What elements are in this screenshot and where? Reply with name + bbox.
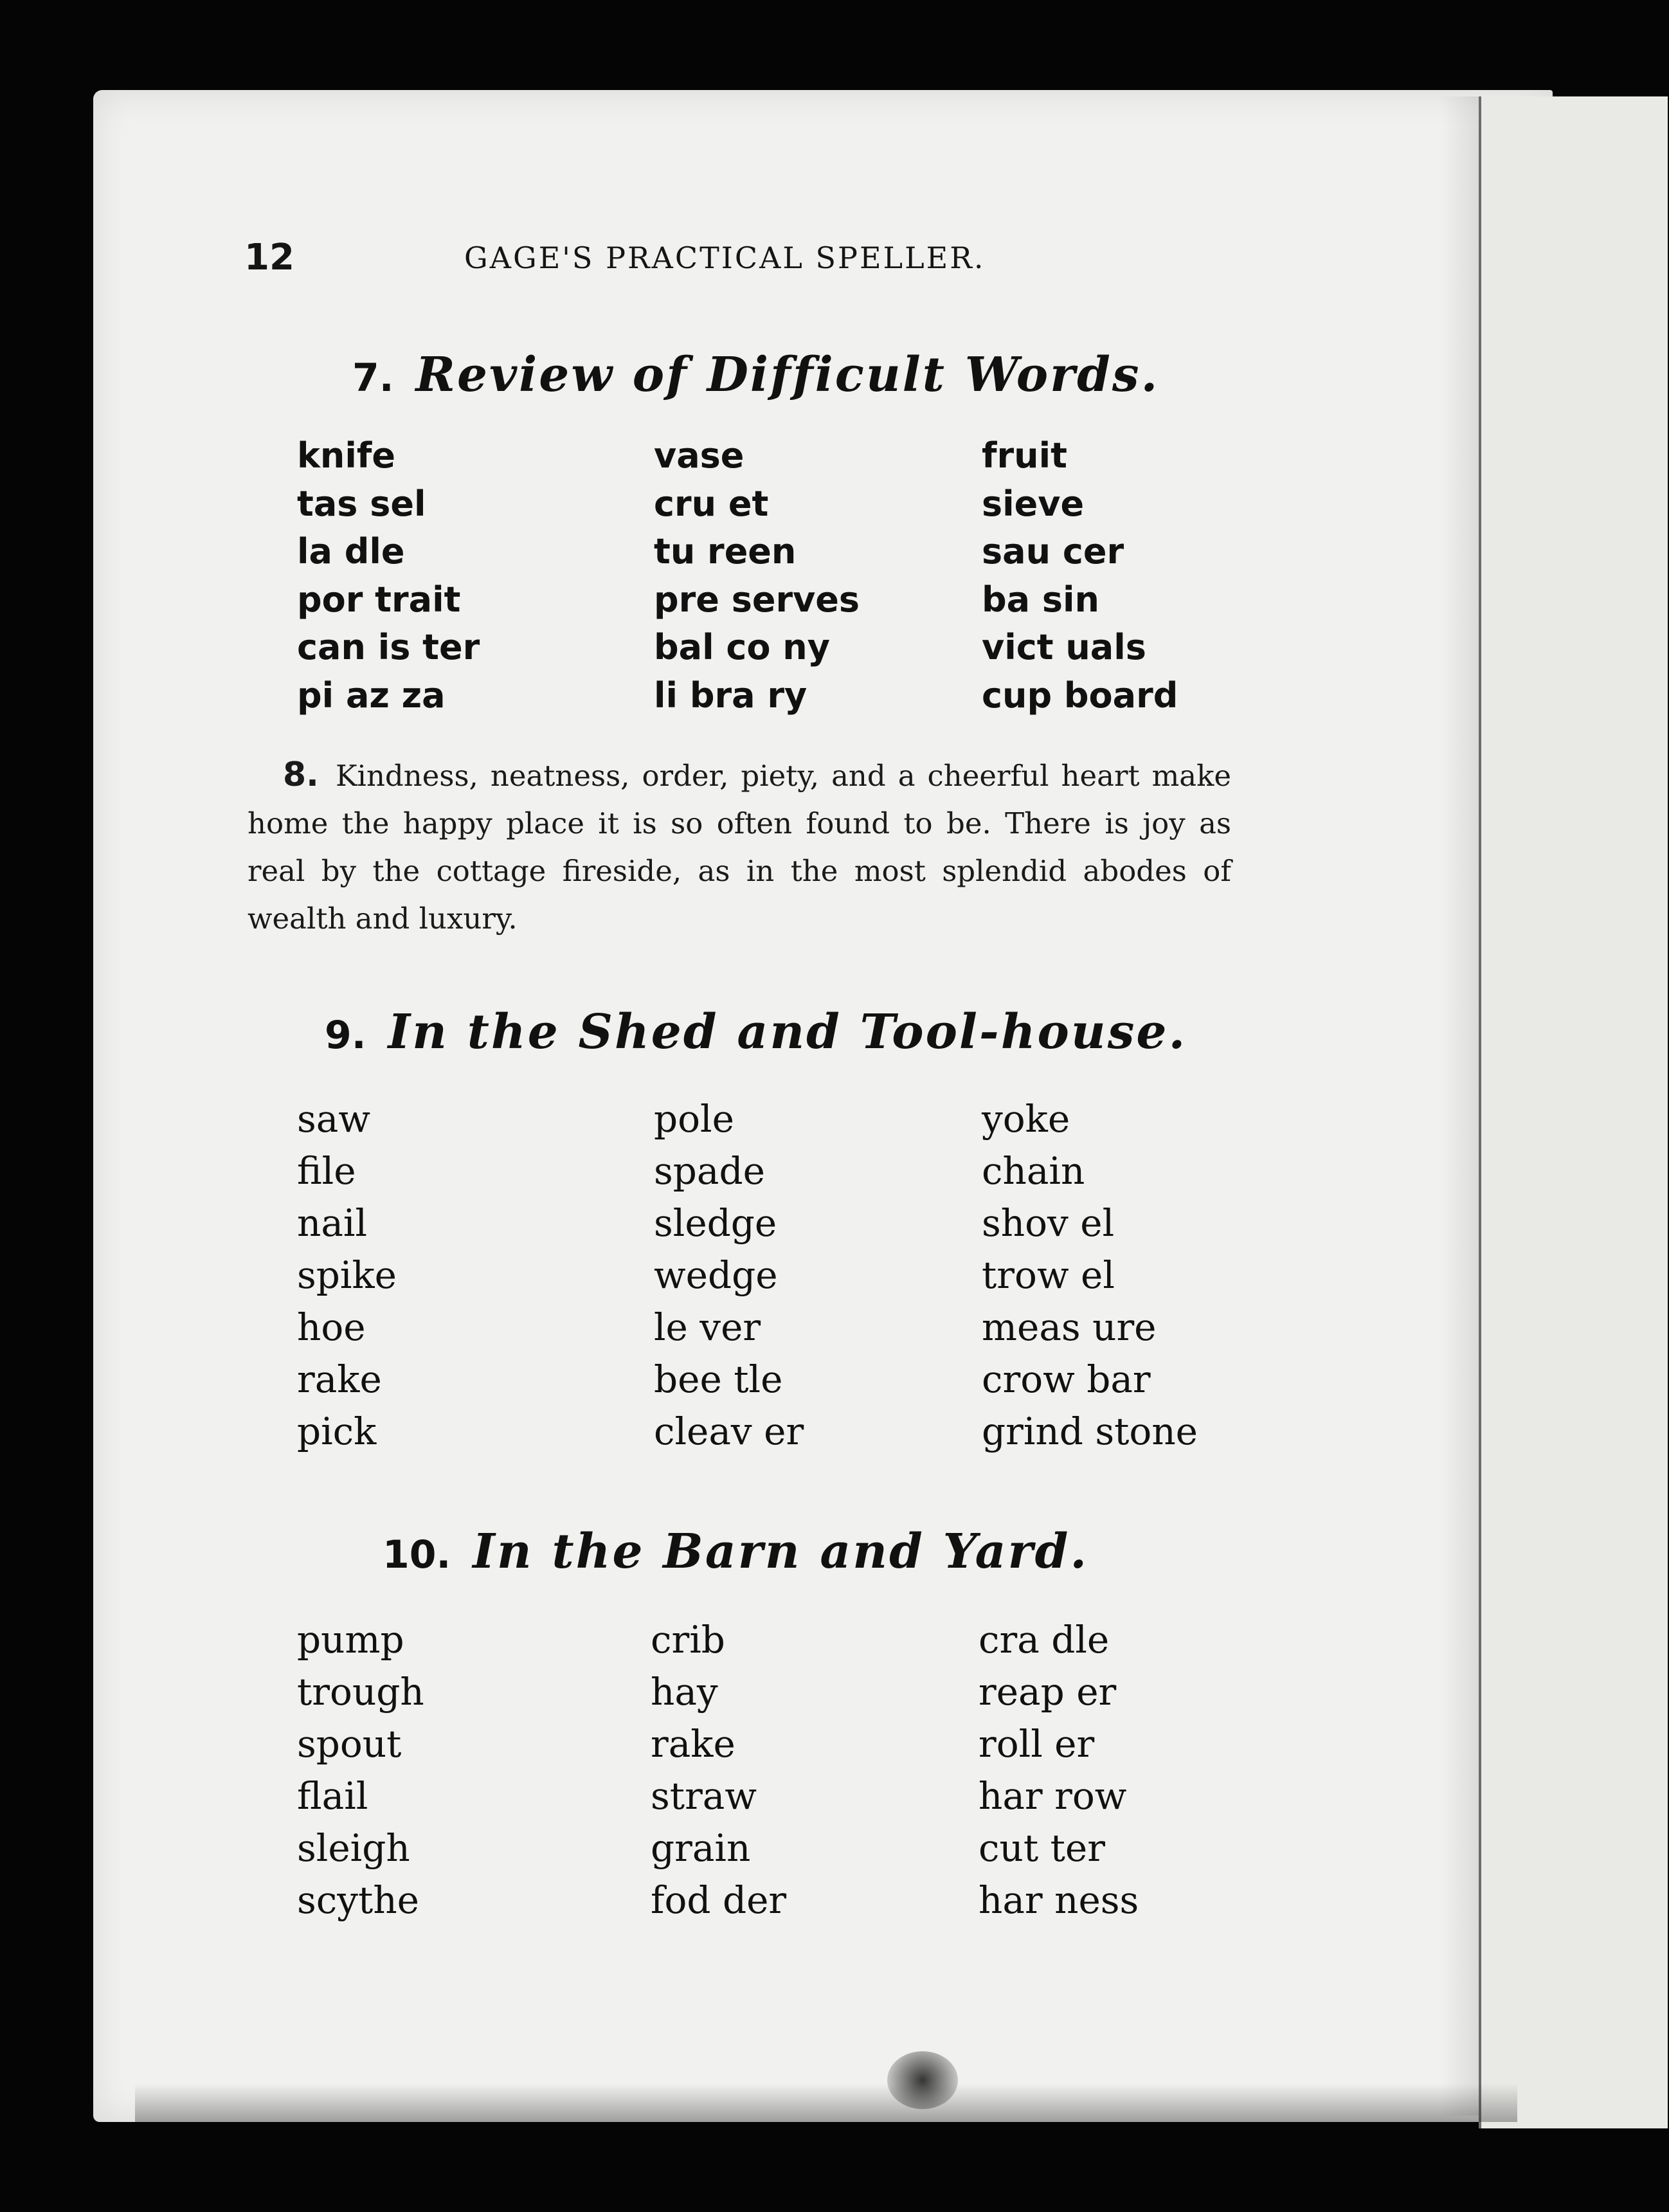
word-list-9: [297, 1093, 1249, 1458]
word: fod der: [651, 1878, 787, 1922]
word: scythe: [297, 1878, 420, 1922]
word: cup board: [982, 675, 1178, 716]
word: vase: [654, 435, 744, 476]
word: cra dle: [979, 1618, 1110, 1662]
word: li bra ry: [654, 675, 807, 716]
section-title: In the Barn and Yard.: [473, 1524, 1089, 1579]
word: hoe: [297, 1305, 366, 1349]
section-number: 9.: [325, 1013, 366, 1058]
word: rake: [297, 1357, 382, 1401]
word: pi az za: [297, 675, 446, 716]
word: roll er: [979, 1722, 1095, 1766]
section-heading-10: [383, 1524, 1088, 1579]
word: cru et: [654, 483, 769, 524]
section-heading-7: [352, 347, 1159, 403]
word: por trait: [297, 579, 461, 620]
word: hay: [651, 1670, 718, 1714]
word: can is ter: [297, 627, 480, 667]
word: yoke: [982, 1097, 1070, 1141]
page-bottom-shadow: [135, 2083, 1517, 2122]
word: pole: [654, 1097, 734, 1141]
section-title: In the Shed and Tool-house.: [388, 1004, 1187, 1060]
word: reap er: [979, 1670, 1117, 1714]
word: meas ure: [982, 1305, 1157, 1349]
word: tas sel: [297, 483, 426, 524]
word: la dle: [297, 531, 405, 572]
word: saw: [297, 1097, 370, 1141]
word: sieve: [982, 483, 1085, 524]
word: crow bar: [982, 1357, 1151, 1401]
next-page-edge: [1479, 96, 1668, 2128]
section-title: Review of Difficult Words.: [415, 347, 1160, 403]
word: spout: [297, 1722, 402, 1766]
section-number: 8.: [283, 756, 319, 794]
word: pump: [297, 1618, 404, 1662]
word-list-7: [297, 432, 1249, 720]
word: spike: [297, 1253, 397, 1297]
word: ba sin: [982, 579, 1099, 620]
word: nail: [297, 1201, 368, 1245]
word: chain: [982, 1149, 1085, 1193]
word: fruit: [982, 435, 1067, 476]
word: har row: [979, 1774, 1127, 1818]
ink-smudge: [887, 2051, 958, 2109]
word: straw: [651, 1774, 757, 1818]
word: bal co ny: [654, 627, 830, 667]
word: vict uals: [982, 627, 1146, 667]
word: bee tle: [654, 1357, 783, 1401]
section-number: 7.: [352, 356, 394, 401]
word: knife: [297, 435, 395, 476]
page-header: [244, 237, 1337, 282]
word: sau cer: [982, 531, 1124, 572]
running-head: GAGE'S PRACTICAL SPELLER.: [464, 240, 986, 275]
word: pre serves: [654, 579, 860, 620]
section-8-paragraph: [248, 751, 1231, 943]
section-number: 10.: [383, 1532, 451, 1577]
word: cleav er: [654, 1410, 804, 1453]
word: tu reen: [654, 531, 797, 572]
word: le ver: [654, 1305, 761, 1349]
word: wedge: [654, 1253, 778, 1297]
word: sledge: [654, 1201, 777, 1245]
word: crib: [651, 1618, 725, 1662]
page-number: 12: [244, 237, 294, 278]
word: rake: [651, 1722, 735, 1766]
word: shov el: [982, 1201, 1115, 1245]
word: cut ter: [979, 1826, 1105, 1870]
word: sleigh: [297, 1826, 410, 1870]
word: file: [297, 1149, 356, 1193]
word: grind stone: [982, 1410, 1198, 1453]
word-list-10: [297, 1614, 1249, 1926]
word: grain: [651, 1826, 751, 1870]
word: har ness: [979, 1878, 1139, 1922]
paragraph-text: Kindness, neatness, order, piety, and a cheerful heart make home the happy place it is so often found to be. There is joy as real by the cottage fireside, as in the most splendid abodes of wealth and luxury.: [248, 759, 1231, 936]
word: spade: [654, 1149, 765, 1193]
word: trough: [297, 1670, 424, 1714]
section-heading-9: [325, 1004, 1187, 1060]
word: flail: [297, 1774, 368, 1818]
word: trow el: [982, 1253, 1115, 1297]
word: pick: [297, 1410, 377, 1453]
